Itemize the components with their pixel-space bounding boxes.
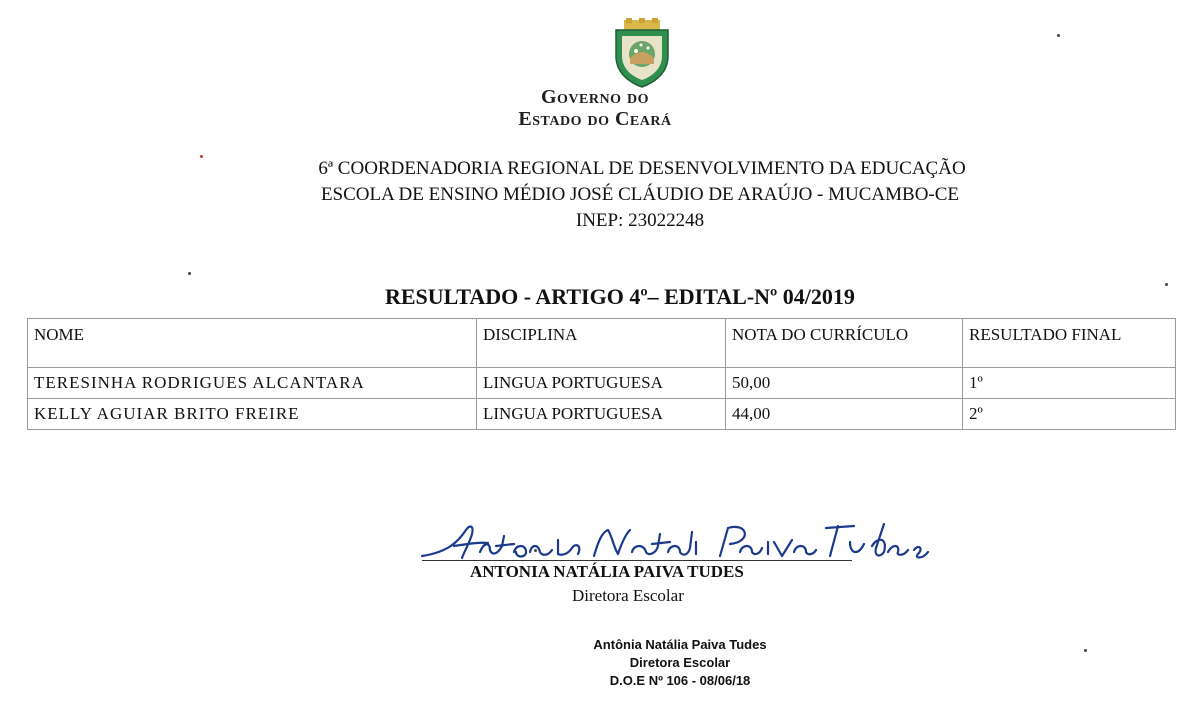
school-name: ESCOLA DE ENSINO MÉDIO JOSÉ CLÁUDIO DE ARAÚJO - MUCAMBO-CE [320, 184, 960, 205]
results-table [27, 318, 1176, 430]
inep-code: INEP: 23022248 [575, 210, 705, 231]
signatory-name: ANTONIA NATÁLIA PAIVA TUDES [470, 562, 744, 581]
scan-speck [1057, 34, 1060, 37]
table-header-row [28, 319, 1176, 368]
stamp-doe: D.O.E Nº 106 - 08/06/18 [609, 673, 751, 688]
column-header-resultado: RESULTADO FINAL [963, 319, 1176, 368]
column-header-nome: NOME [28, 319, 477, 368]
table-row [28, 368, 1176, 399]
document-header [0, 156, 1190, 234]
official-stamp [520, 636, 840, 690]
signature-line [422, 560, 852, 561]
cell-resultado: 2º [963, 399, 1176, 430]
cell-disciplina: LINGUA PORTUGUESA [477, 368, 726, 399]
cell-nome: TERESINHA RODRIGUES ALCANTARA [28, 368, 477, 399]
stamp-role: Diretora Escolar [629, 655, 731, 670]
state-coat-of-arms-icon [610, 18, 674, 88]
cell-nota: 50,00 [726, 368, 963, 399]
cell-disciplina: LINGUA PORTUGUESA [477, 399, 726, 430]
scan-speck [200, 155, 203, 158]
government-line-1: Governo do [540, 86, 649, 108]
column-header-disciplina: DISCIPLINA [477, 319, 726, 368]
cell-nome: KELLY AGUIAR BRITO FREIRE [28, 399, 477, 430]
scan-speck [1084, 649, 1087, 652]
scan-speck [534, 549, 537, 552]
scan-speck [188, 272, 191, 275]
government-logo-text [0, 86, 1190, 130]
column-header-nota: NOTA DO CURRÍCULO [726, 319, 963, 368]
stamp-name: Antônia Natália Paiva Tudes [593, 637, 767, 652]
table-row [28, 399, 1176, 430]
cell-nota: 44,00 [726, 399, 963, 430]
government-line-2: Estado do Ceará [518, 108, 672, 130]
cell-resultado: 1º [963, 368, 1176, 399]
signatory-role: Diretora Escolar [572, 586, 684, 605]
result-title: RESULTADO - ARTIGO 4º– EDITAL-Nº 04/2019 [385, 284, 855, 309]
coordination-name: 6ª COORDENADORIA REGIONAL DE DESENVOLVIMENTO DA EDUCAÇÃO [318, 158, 966, 179]
scan-speck [1165, 283, 1168, 286]
